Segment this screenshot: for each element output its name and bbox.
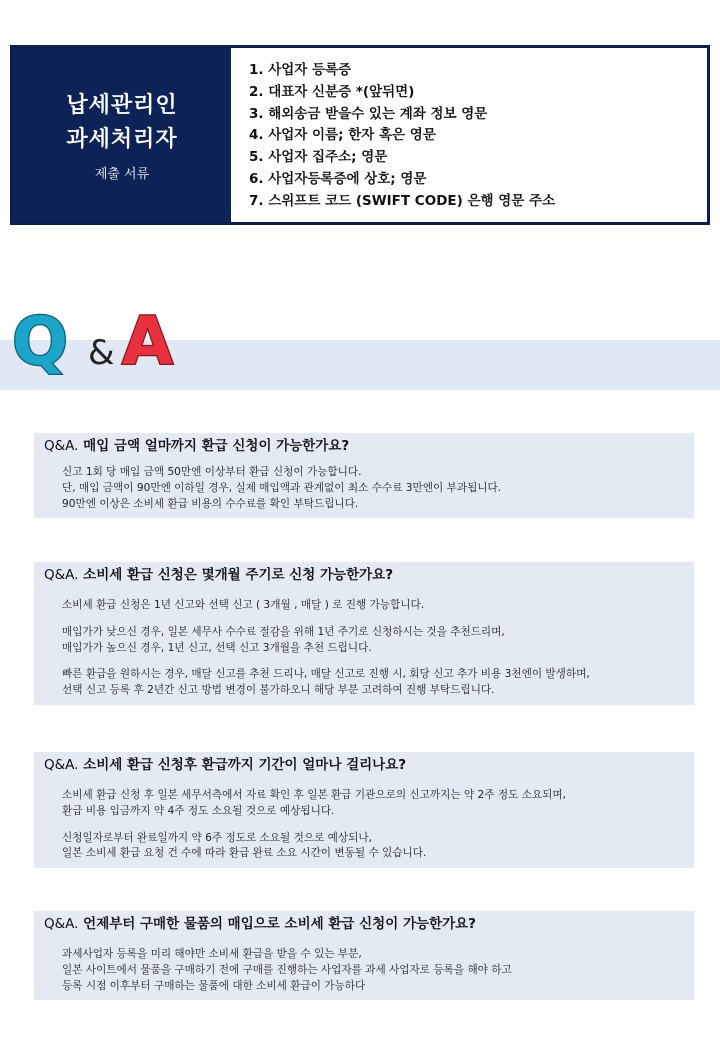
qa-answer bbox=[34, 778, 694, 868]
qa-answer-line: 매입가가 높으신 경우, 1년 신고, 선택 신고 3개월을 추천 드립니다. bbox=[62, 641, 372, 654]
documents-side-panel bbox=[13, 48, 231, 222]
qa-answer-line: 과세사업자 등록을 미리 해야만 소비세 환급을 받을 수 있는 부분, bbox=[62, 948, 362, 960]
side-subtitle: 제출 서류 bbox=[94, 166, 150, 182]
qa-question bbox=[34, 433, 694, 459]
qa-prefix: Q&A. bbox=[44, 567, 79, 583]
qa-item bbox=[34, 911, 694, 1000]
qa-answer bbox=[34, 459, 694, 518]
document-item: 7. 스위프트 코드 (SWIFT CODE) 은행 영문 주소 bbox=[249, 192, 556, 209]
qa-answer bbox=[34, 937, 694, 1000]
document-item: 6. 사업자등록증에 상호; 영문 bbox=[249, 170, 427, 187]
qa-item bbox=[34, 562, 694, 705]
qa-question-text: 매입 금액 얼마까지 환급 신청이 가능한가요? bbox=[78, 438, 350, 454]
qa-question-text: 소비세 환급 신청후 환급까지 기간이 얼마나 걸리나요? bbox=[78, 757, 407, 773]
qa-question bbox=[34, 562, 694, 588]
qa-answer-line: 90만엔 이상은 소비세 환급 비용의 수수료를 확인 부탁드립니다. bbox=[62, 497, 359, 510]
qa-answer-line: 등록 시점 이후부터 구매하는 물품에 대한 소비세 환급이 가능하다 bbox=[62, 979, 366, 992]
required-documents-box bbox=[10, 45, 710, 225]
qa-prefix: Q&A. bbox=[44, 757, 79, 773]
qa-answer-line: 환급 비용 입금까지 약 4주 정도 소요될 것으로 예상됩니다. bbox=[62, 804, 335, 817]
qa-prefix: Q&A. bbox=[44, 916, 79, 932]
qa-logo-q: Q bbox=[12, 303, 69, 380]
qa-logo-amp: & bbox=[88, 333, 115, 373]
documents-list-panel bbox=[231, 48, 707, 222]
qa-question-text: 소비세 환급 신청은 몇개월 주기로 신청 가능한가요? bbox=[78, 567, 394, 583]
qa-item bbox=[34, 752, 694, 868]
qa-answer-line: 빠른 환급을 원하시는 경우, 매달 신고를 추천 드리나, 매달 신고로 진행 시, 회당 신고 추가 비용 3천엔이 발생하며, bbox=[62, 668, 590, 681]
qa-prefix: Q&A. bbox=[44, 438, 79, 454]
qa-question bbox=[34, 752, 694, 778]
qa-answer-line: 소비세 환급 신청 후 일본 세무서측에서 자료 확인 후 일본 환급 기관으로의 신고까지는 약 2주 정도 소요되며, bbox=[62, 789, 567, 801]
qa-question-text: 언제부터 구매한 물품의 매입으로 소비세 환급 신청이 가능한가요? bbox=[78, 916, 476, 932]
qa-answer-line: 소비세 환급 신청은 1년 신고와 선택 신고 ( 3개월 , 매달 ) 로 진행 가능합니다. bbox=[62, 599, 425, 611]
qa-logo-a: A bbox=[122, 303, 174, 380]
side-title-line2: 과세처리자 bbox=[66, 126, 178, 152]
qa-answer-line: 단, 매입 금액이 90만엔 이하일 경우, 실제 매입액과 관계없이 최소 수수료 3만엔이 부과됩니다. bbox=[62, 481, 502, 494]
qa-logo bbox=[10, 300, 200, 380]
document-item: 4. 사업자 이름; 한자 혹은 영문 bbox=[249, 127, 436, 144]
qa-answer-line: 신청일자로부터 완료일까지 약 6주 정도로 소요될 것으로 예상되나, bbox=[62, 831, 372, 844]
qa-item bbox=[34, 433, 694, 518]
document-item: 3. 해외송금 받을수 있는 계좌 정보 영문 bbox=[249, 105, 488, 122]
document-item: 2. 대표자 신분증 *(앞뒤면) bbox=[249, 83, 415, 100]
side-title-line1: 납세관리인 bbox=[66, 92, 178, 118]
qa-answer-line: 일본 소비세 환급 요청 건 수에 따라 환급 완료 소요 시간이 변동될 수 있습니다. bbox=[62, 847, 427, 860]
qa-answer-line: 선택 신고 등록 후 2년간 신고 방법 변경이 불가하오니 해당 부분 고려하여 진행 부탁드립니다. bbox=[62, 684, 495, 697]
qa-question bbox=[34, 911, 694, 937]
qa-answer bbox=[34, 588, 694, 705]
qa-answer-line: 신고 1회 당 매입 금액 50만엔 이상부터 환급 신청이 가능합니다. bbox=[62, 466, 362, 478]
qa-answer-line: 일본 사이트에서 물품을 구매하기 전에 구매를 진행하는 사업자를 과세 사업자로 등록을 해야 하고 bbox=[62, 963, 512, 976]
qa-answer-line: 매입가가 낮으신 경우, 일본 세무사 수수료 절감을 위해 1년 주기로 신청하시는 것을 추천드리며, bbox=[62, 625, 505, 638]
document-item: 5. 사업자 집주소; 영문 bbox=[249, 149, 388, 166]
document-item: 1. 사업자 등록증 bbox=[249, 62, 352, 78]
documents-list bbox=[249, 60, 707, 213]
